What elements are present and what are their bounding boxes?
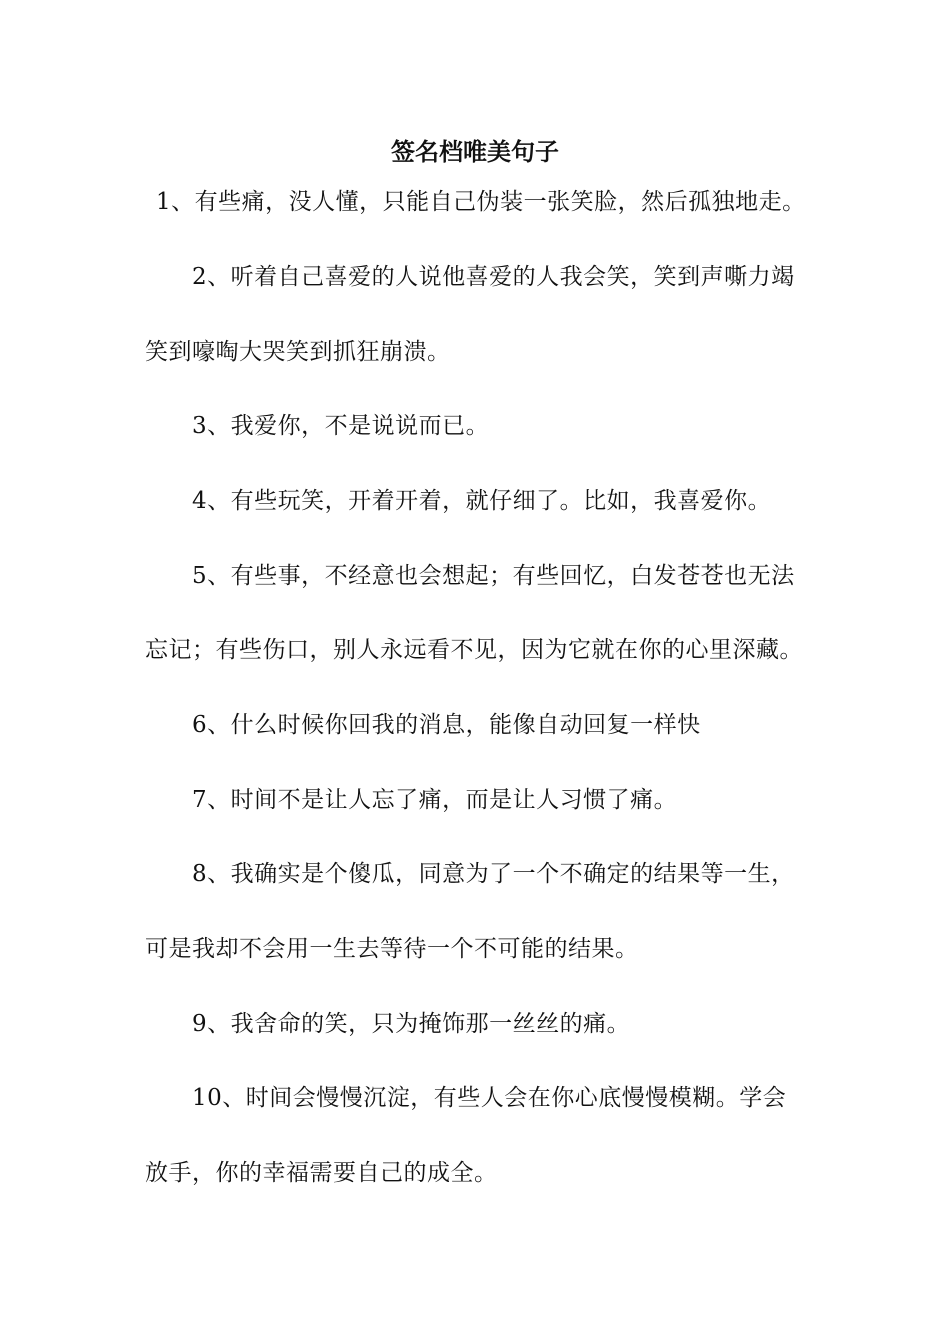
paragraph-line: 5、有些事，不经意也会想起；有些回忆，白发苍苍也无法 [192,563,795,589]
paragraph-line: 4、有些玩笑，开着开着，就仔细了。比如，我喜爱你。 [192,488,772,514]
paragraph-line: 9、我舍命的笑，只为掩饰那一丝丝的痛。 [192,1011,631,1037]
paragraph-line: 笑到嚎啕大哭笑到抓狂崩溃。 [145,339,451,365]
paragraph-line: 3、我爱你，不是说说而已。 [192,413,490,439]
paragraph-line: 忘记；有些伤口，别人永远看不见，因为它就在你的心里深藏。 [145,637,803,663]
paragraph-line: 2、听着自己喜爱的人说他喜爱的人我会笑，笑到声嘶力竭 [192,264,795,290]
paragraph-line: 6、什么时候你回我的消息，能像自动回复一样快 [192,712,701,738]
paragraph-line: 放手，你的幸福需要自己的成全。 [145,1160,498,1186]
paragraph-line: 可是我却不会用一生去等待一个不可能的结果。 [145,936,639,962]
paragraph-line: 1、有些痛，没人懂，只能自己伪装一张笑脸，然后孤独地走。 [156,189,806,215]
document-title: 签名档唯美句子 [391,137,559,166]
paragraph-line: 10、时间会慢慢沉淀，有些人会在你心底慢慢模糊。学会 [192,1085,787,1111]
paragraph-line: 8、我确实是个傻瓜，同意为了一个不确定的结果等一生， [192,861,795,887]
paragraph-line: 7、时间不是让人忘了痛，而是让人习惯了痛。 [192,787,678,813]
